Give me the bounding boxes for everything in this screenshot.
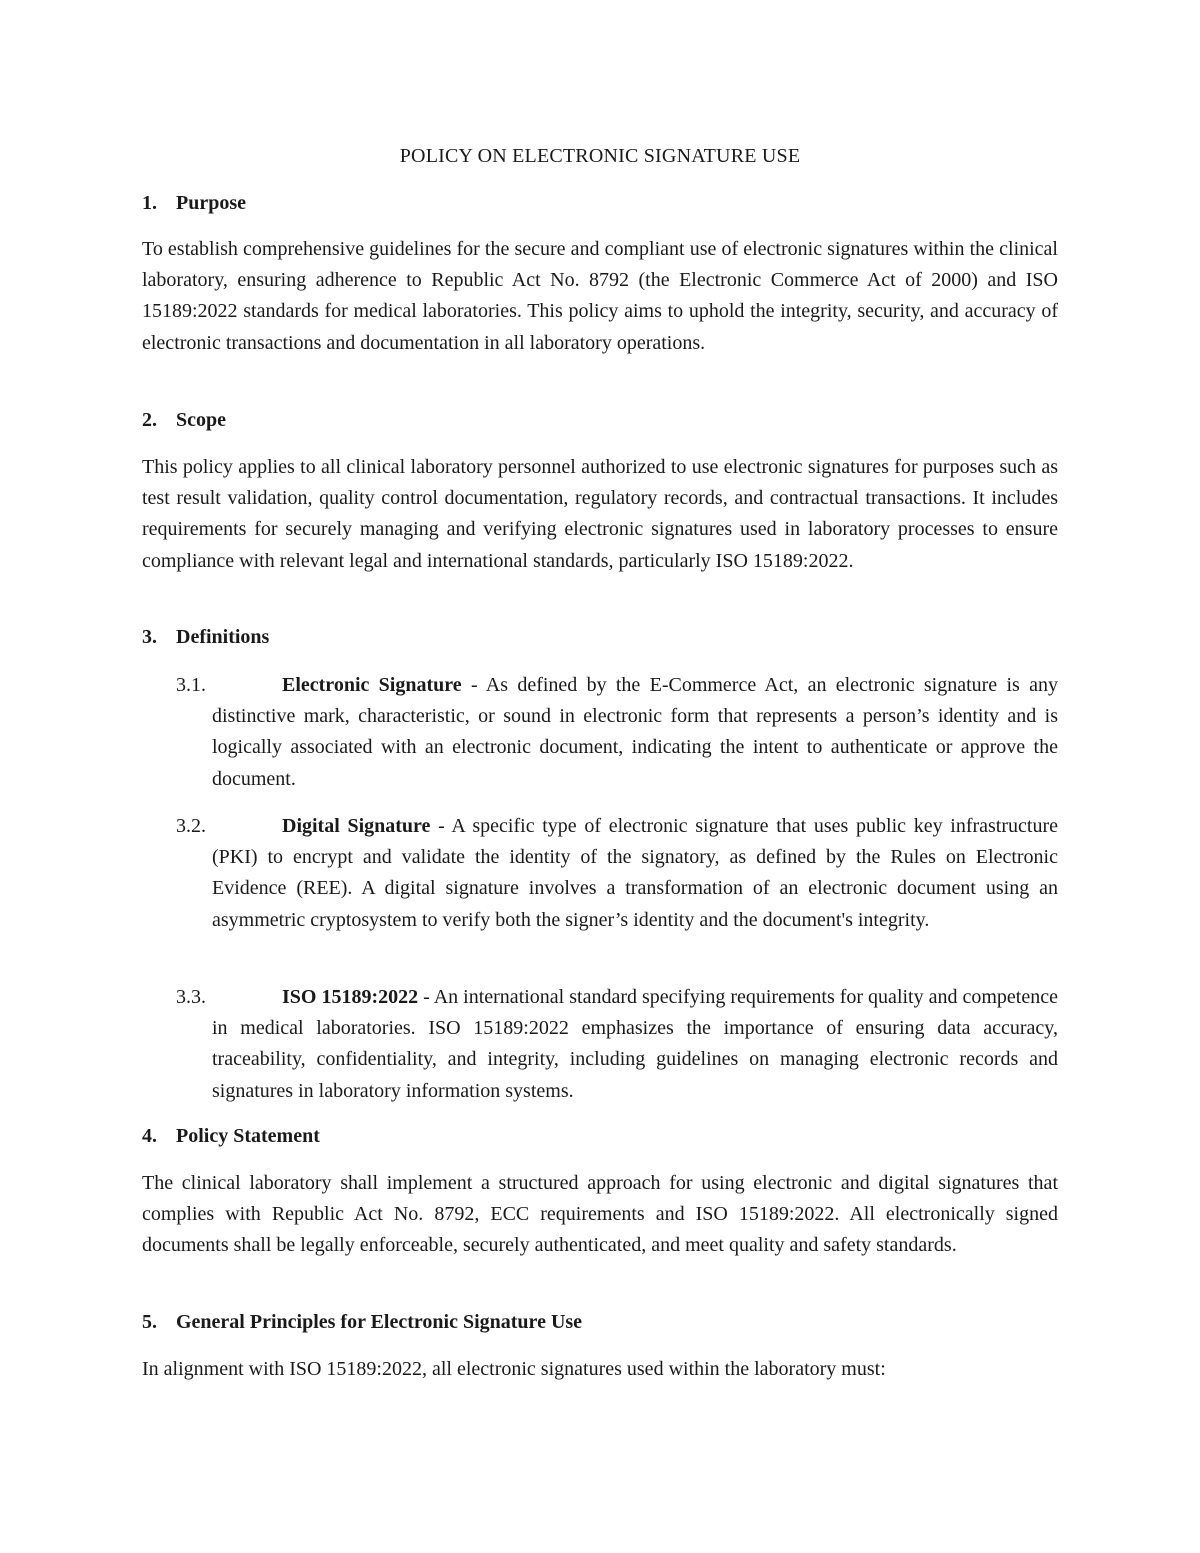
section-heading-purpose [142,188,246,219]
section-title: Definitions [176,626,270,648]
definition-digital-signature [176,811,1058,936]
document-title: POLICY ON ELECTRONIC SIGNATURE USE [399,145,801,167]
section-heading-general-principles [142,1307,582,1338]
definition-term: Digital Signature [282,815,431,837]
section-title: General Principles for Electronic Signature Use [176,1311,583,1333]
section-number: 5. [142,1311,157,1333]
definition-term: ISO 15189:2022 [282,986,419,1008]
section-number: 4. [142,1125,157,1147]
section-body-policy-statement: The clinical laboratory shall implement a structured approach for using electronic and digital signatures that complies with Republic Act No. 8792, ECC requirements and ISO 15189:2022. All electronically signed documents shall be legally enforceable, securely authenticated, and meet quality and safety standards. [142,1172,1058,1257]
section-heading-scope [142,405,226,436]
section-number: 2. [142,409,157,431]
definition-number: 3.3. [176,986,206,1008]
section-number: 1. [142,192,157,214]
section-title: Purpose [176,192,246,214]
definition-text: - An international standard specifying requirements for quality and competence in medical laboratories. ISO 15189:2022 emphasizes the importance of ensuring data accuracy, traceability, confidentiality, and integrity, including guidelines on managing electronic records and signatures in laboratory information systems. [212,986,1058,1102]
section-title: Scope [176,409,226,431]
definition-text: - A specific type of electronic signature that uses public key infrastructure (PKI) to encrypt and validate the identity of the signatory, as defined by the Rules on Electronic Evidence (REE). A digital signature involves a transformation of an electronic document using an asymmetric cryptosystem to verify both the signer’s identity and the document's integrity. [212,815,1058,931]
document-page [142,0,1058,1553]
section-number: 3. [142,626,157,648]
definition-term: Electronic Signature [282,674,462,696]
definition-iso-15189 [176,982,1058,1107]
section-body-purpose: To establish comprehensive guidelines for the secure and compliant use of electronic signatures within the clinical laboratory, ensuring adherence to Republic Act No. 8792 (the Electronic Commerce Act of 2000) and ISO 15189:2022 standards for medical laboratories. This policy aims to uphold the integrity, security, and accuracy of electronic transactions and documentation in all laboratory operations. [142,238,1058,354]
definition-number: 3.2. [176,815,206,837]
section-heading-definitions [142,622,269,653]
definition-electronic-signature [176,670,1058,795]
section-title: Policy Statement [176,1125,320,1147]
definition-text: - As defined by the E-Commerce Act, an electronic signature is any distinctive mark, characteristic, or sound in electronic form that represents a person’s identity and is logically associated with an electronic document, indicating the intent to authenticate or approve the document. [212,674,1058,790]
section-body-general-principles: In alignment with ISO 15189:2022, all electronic signatures used within the laboratory must: [142,1358,886,1380]
definition-number: 3.1. [176,674,206,696]
section-heading-policy-statement [142,1121,320,1152]
section-body-scope: This policy applies to all clinical laboratory personnel authorized to use electronic signatures for purposes such as test result validation, quality control documentation, regulatory records, and contractual transactions. It includes requirements for securely managing and verifying electronic signatures used in laboratory processes to ensure compliance with relevant legal and international standards, particularly ISO 15189:2022. [142,456,1058,572]
